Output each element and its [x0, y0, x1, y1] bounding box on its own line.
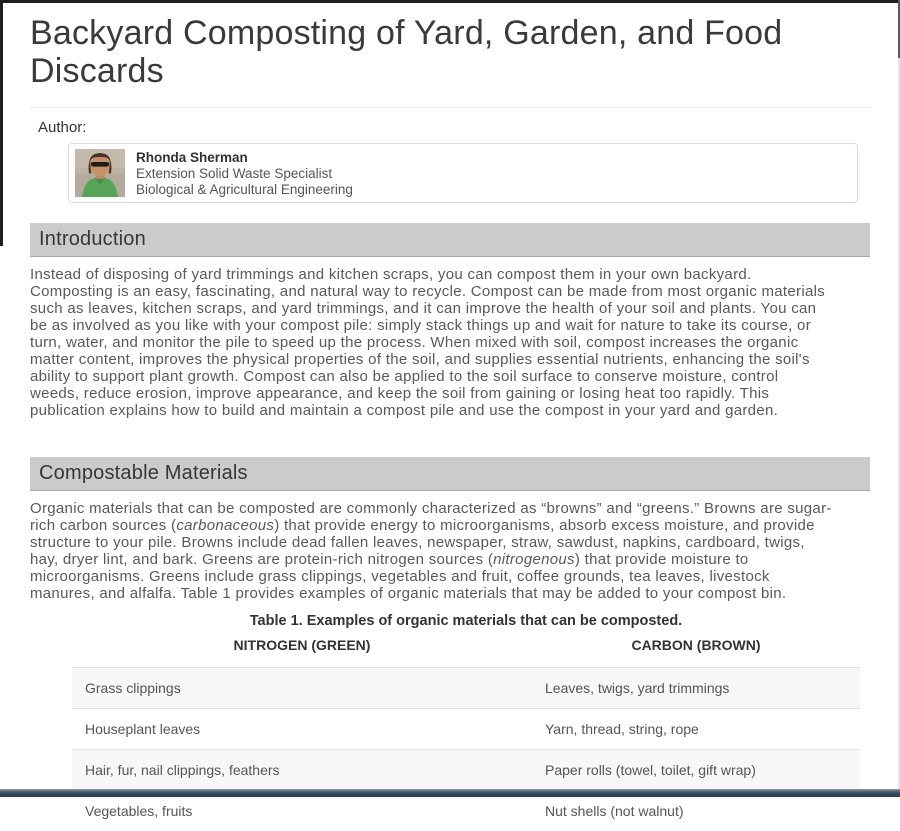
author-department: Biological & Agricultural Engineering [136, 182, 353, 198]
compostable-italic-nitrogenous: nitrogenous [493, 551, 575, 568]
table-header-nitrogen: NITROGEN (GREEN) [72, 629, 532, 668]
table-cell-nitrogen: Hair, fur, nail clippings, feathers [72, 750, 532, 791]
author-name: Rhonda Sherman [136, 150, 353, 166]
window-bottom-edge [0, 789, 900, 797]
table-cell-nitrogen: Houseplant leaves [72, 709, 532, 750]
window-frame-top-edge [0, 0, 900, 3]
table-cell-nitrogen: Grass clippings [72, 668, 532, 709]
document-page [30, 8, 870, 831]
compostable-text-3: ) that provide moisture to microorganisms. Greens include grass clippings, vegetables and fruit, coffee grounds, tea leaves, livestock manures, and alfalfa. Table 1 provides examples of organic materials that may be added to your compost bin. [30, 551, 786, 602]
section-header-compostable-materials: Compostable Materials [30, 457, 870, 491]
author-info [136, 149, 353, 197]
table-header-carbon: CARBON (BROWN) [532, 629, 860, 668]
table-row [72, 750, 860, 791]
table-cell-carbon: Yarn, thread, string, rope [532, 709, 860, 750]
author-label: Author: [38, 119, 870, 136]
introduction-paragraph: Instead of disposing of yard trimmings and kitchen scraps, you can compost them in your own backyard. Composting is an easy, fascinating, and natural way to recycle. Compost can be made from most organic materials such as leaves, kitchen scraps, and yard trimmings, and it can improve the health of your soil and plants. You can be as involved as you like with your compost pile: simply stack things up and wait for nature to take its course, or turn, water, and monitor the pile to speed up the process. When mixed with soil, compost increases the organic matter content, improves the physical properties of the soil, and supplies essential nutrients, enhancing the soil's ability to support plant growth. Compost can also be applied to the soil surface to conserve moisture, control weeds, reduce erosion, improve appearance, and keep the soil from gaining or losing heat too rapidly. This publication explains how to build and maintain a compost pile and use the compost in your yard and garden. [30, 266, 832, 419]
table-header-row [72, 629, 860, 668]
table-cell-nitrogen: Vegetables, fruits [72, 791, 532, 831]
page-title: Backyard Composting of Yard, Garden, and Food Discards [30, 14, 860, 90]
compostable-text-1: Organic materials that can be composted are commonly characterized as “browns” and “greens.” Browns are sugar-rich carbon sources ( [30, 500, 832, 534]
compostable-text-2: ) that provide energy to microorganisms, absorb excess moisture, and provide structure to your pile. Browns include dead fallen leaves, newspaper, straw, sawdust, napkins, cardboard, twigs, hay, dryer lint, and bark. Greens are protein-rich nitrogen sources ( [30, 517, 815, 568]
table-row [72, 709, 860, 750]
author-card [68, 143, 858, 203]
table-cell-carbon: Leaves, twigs, yard trimmings [532, 668, 860, 709]
window-frame-left-edge [0, 0, 3, 246]
compostable-italic-carbonaceous: carbonaceous [176, 517, 274, 534]
table-cell-carbon: Nut shells (not walnut) [532, 791, 860, 831]
table-row [72, 668, 860, 709]
section-header-introduction: Introduction [30, 223, 870, 257]
table-cell-carbon: Paper rolls (towel, toilet, gift wrap) [532, 750, 860, 791]
author-role: Extension Solid Waste Specialist [136, 166, 353, 182]
author-photo [75, 149, 125, 197]
compost-materials-table [72, 629, 860, 831]
title-divider [30, 107, 870, 108]
table-caption: Table 1. Examples of organic materials that can be composted. [72, 613, 860, 629]
compostable-paragraph [30, 500, 832, 602]
